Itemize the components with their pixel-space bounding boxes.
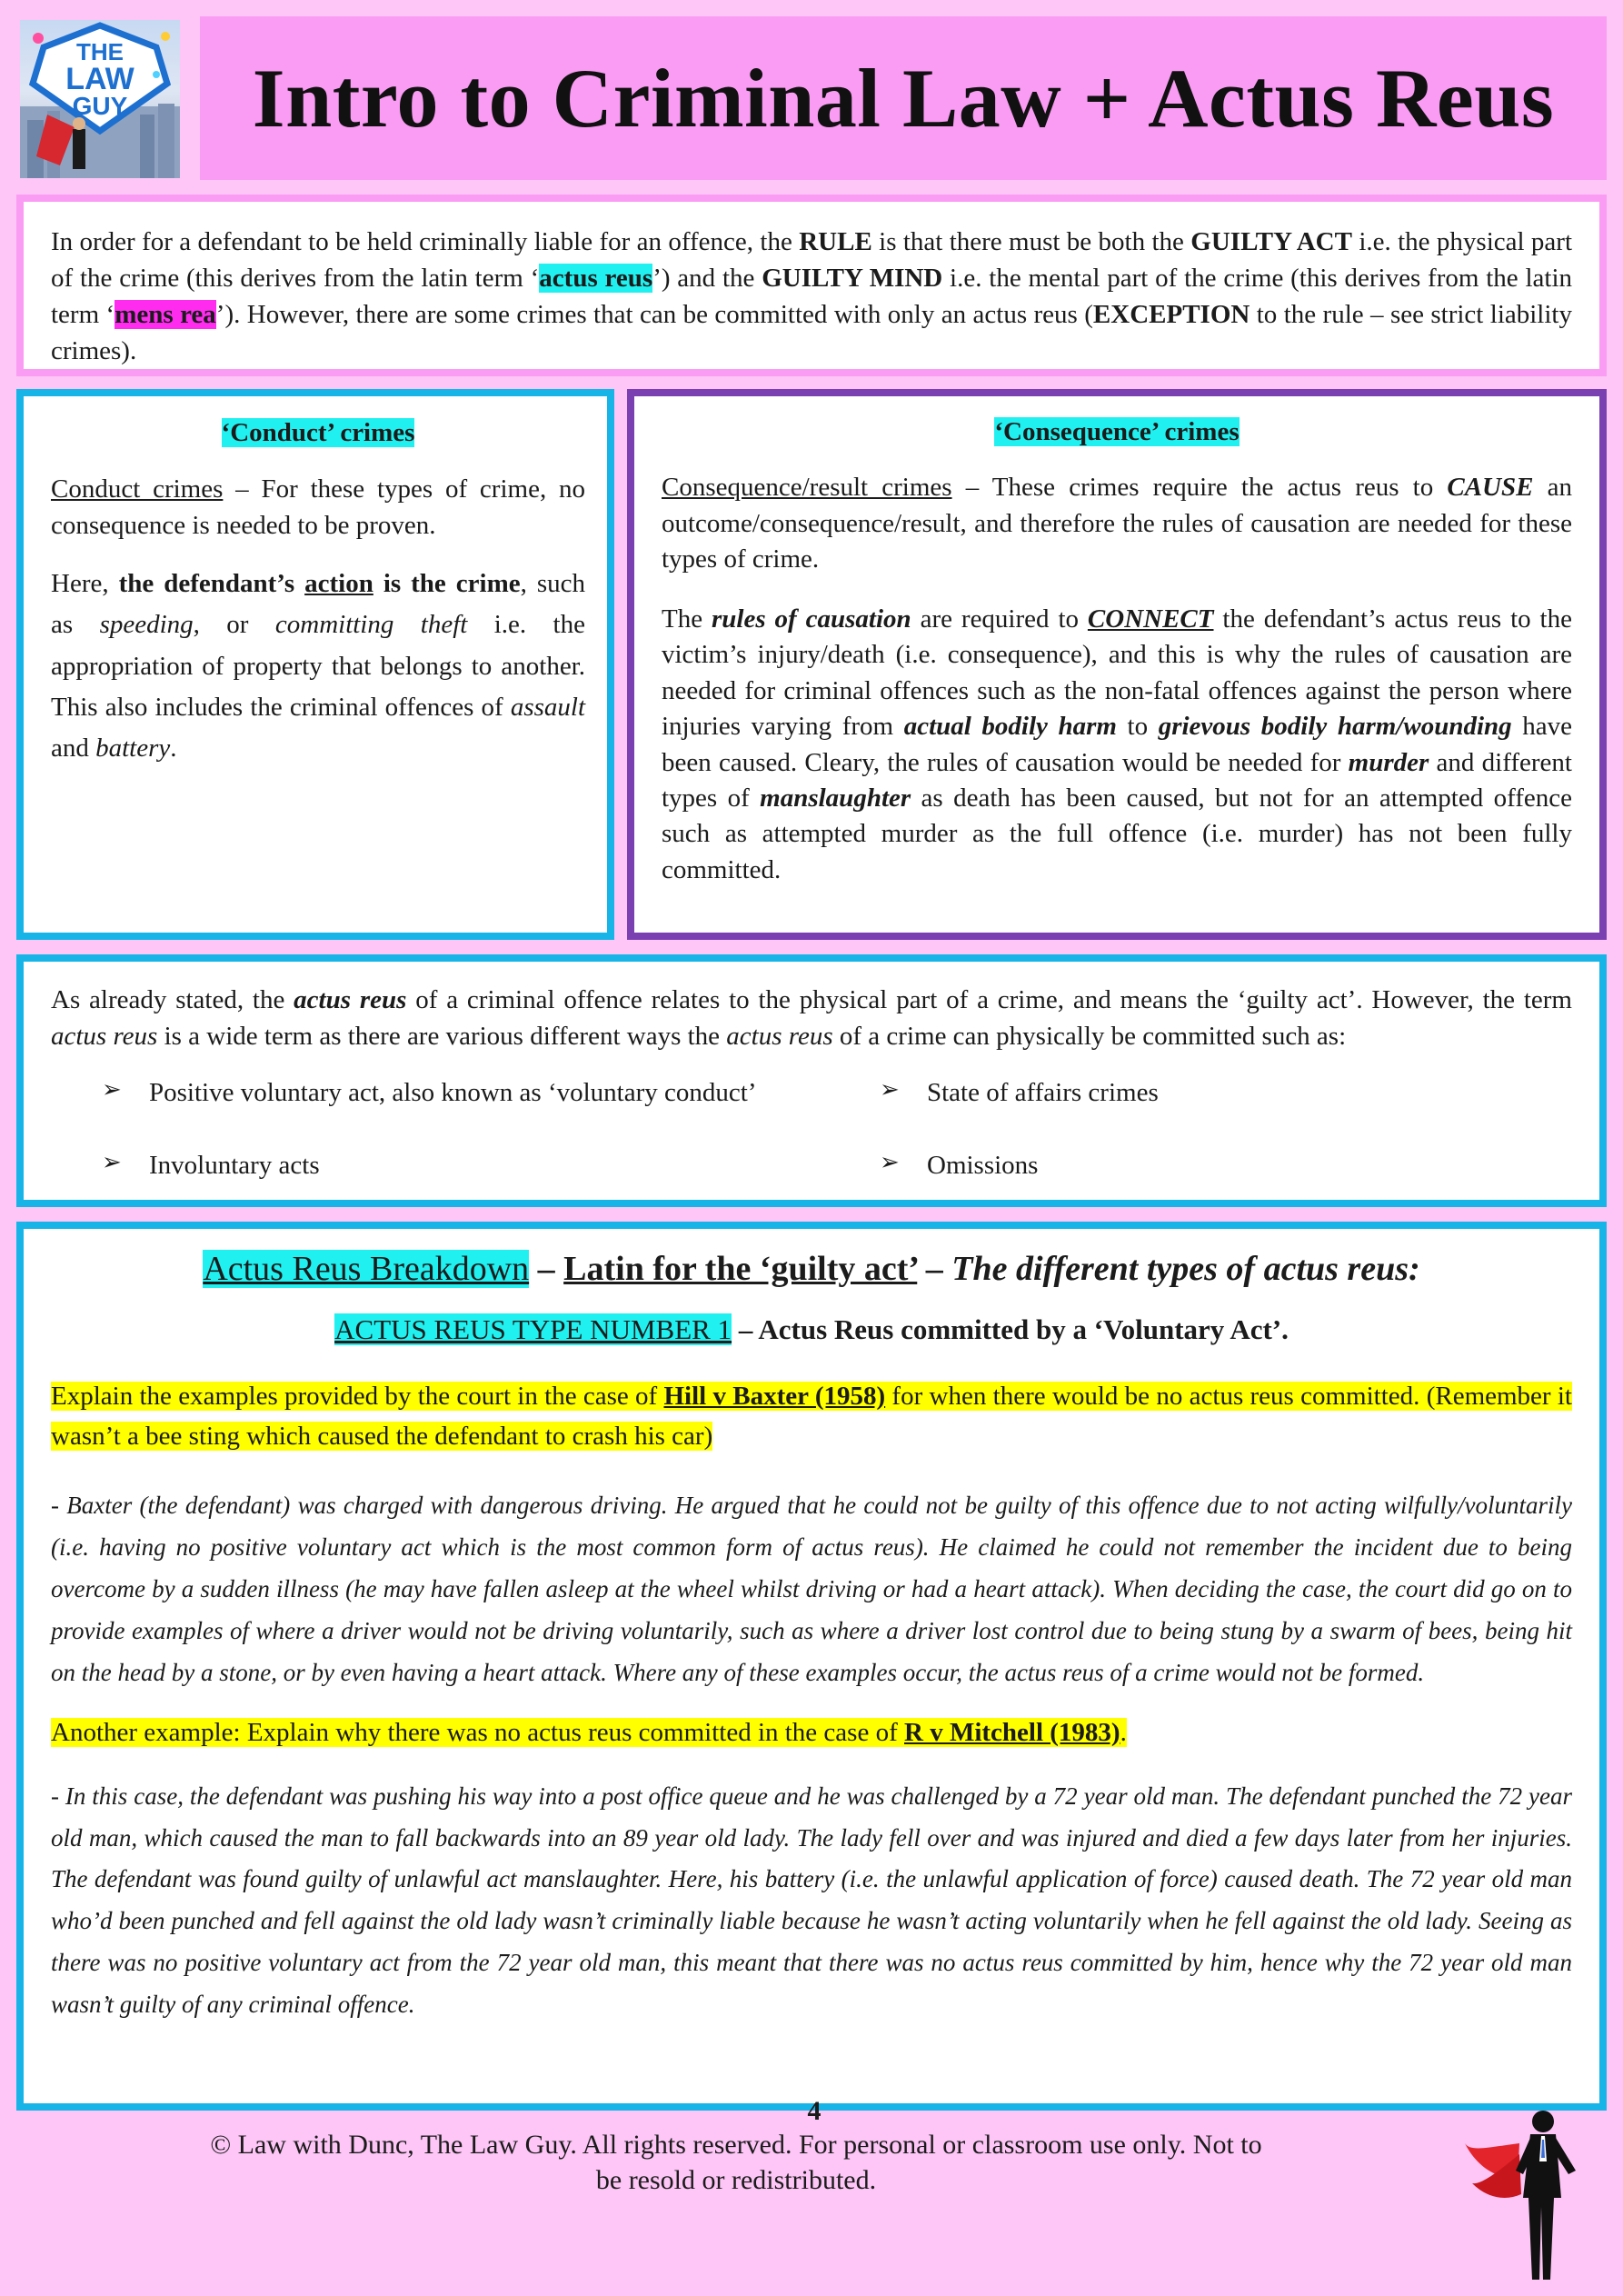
consequence-definition: Consequence/result crimes – These crimes require the actus reus to CAUSE an outcome/consequence/result, and therefore the rules of causation are needed for these types of crime. <box>662 473 1572 574</box>
actus-reus-breakdown-box <box>16 1222 1607 2111</box>
arrow-bullet-icon: ➢ <box>880 1149 900 1177</box>
type-number-heading: ACTUS REUS TYPE NUMBER 1 – Actus Reus committed by a ‘Voluntary Act’. <box>334 1313 1289 1346</box>
actus-reus-types-box <box>16 954 1607 1207</box>
conduct-heading: ‘Conduct’ crimes <box>221 418 415 447</box>
actus-reus-intro: As already stated, the actus reus of a criminal offence relates to the physical part of a crime, and means the ‘guilty act’. However, the term actus reus is a wide term as there are various different ways the actus reus of a crime can physically be committed such as: <box>51 985 1572 1052</box>
conduct-examples: Here, the defendant’s action is the crime, such as speeding, or committing theft i.e. the appropriation of property that belongs to another. This also includes the criminal offences of assault and battery. <box>51 569 585 763</box>
logo-text-the: THE <box>76 38 124 65</box>
guilty-act-term: GUILTY ACT <box>1190 227 1352 256</box>
conduct-term: Conduct crimes <box>51 474 224 504</box>
superhero-icon <box>1463 2107 1608 2289</box>
page-title: Intro to Criminal Law + Actus Reus <box>252 52 1555 145</box>
consequence-term: Consequence/result crimes <box>662 473 952 503</box>
consequence-heading: ‘Consequence’ crimes <box>994 417 1240 446</box>
answer-r-v-mitchell: - In this case, the defendant was pushing his way into a post office queue and he was challenged by a 72 year old man. The defendant punched the 72 year old man, which caused the man to fall backwards into an 89 year old lady. The lady fell over and was injured and died a few days later from her injuries. The defendant was found guilty of unlawful act manslaughter. Here, his battery (i.e. the unlawful application of force) caused death. The 72 year old man who’d been punched and fell against the old lady wasn’t criminally liable because he wasn’t acting voluntarily when he fell against the old lady. Seeing as there was no positive voluntary act from the 72 year old man, this meant that there was no actus reus committed by him, hence why the 72 year old man wasn’t guilty of any criminal offence. <box>51 1782 1572 2019</box>
arrow-bullet-icon: ➢ <box>102 1149 122 1177</box>
action-term: action <box>304 569 373 599</box>
question-hill-v-baxter: Explain the examples provided by the court in the case of Hill v Baxter (1958) for when there would be no actus reus committed. (Remember it wasn’t a bee sting which caused the defendant to crash his car) <box>51 1382 1572 1451</box>
actus-reus-bullet-list <box>51 1074 1572 1202</box>
answer-hill-v-baxter: - Baxter (the defendant) was charged with dangerous driving. He argued that he could not be guilty of this offence due to not acting wilfully/voluntarily (i.e. having no positive voluntary act which is the most common form of actus reus). He claimed he could not remember the incident due to being overcome by a sudden illness (he may have fallen asleep at the wheel whilst driving or had a heart attack). When deciding the case, the court did go on to provide examples of where a driver would not be driving voluntarily, such as where a driver lost control due to being stung by a swarm of bees, being hit on the head by a stone, or by even having a heart attack. Where any of these examples occur, the actus reus of a crime would not be formed. <box>51 1492 1572 1686</box>
consequence-crimes-box <box>627 389 1607 940</box>
logo-text-law: LAW <box>65 62 134 96</box>
arrow-bullet-icon: ➢ <box>102 1076 122 1104</box>
actus-reus-highlight: actus reus <box>539 264 653 294</box>
footer-copyright: © Law with Dunc, The Law Guy. All rights reserved. For personal or classroom use only. Not to be resold or redistributed. <box>210 2130 1262 2195</box>
page-number: 4 <box>807 2096 821 2126</box>
title-banner <box>200 16 1607 180</box>
logo-text-guy: GUY <box>72 92 128 120</box>
bullet-item: ➢ Positive voluntary act, also known as ‘voluntary conduct’ <box>102 1074 847 1111</box>
mens-rea-highlight: mens rea <box>115 300 216 330</box>
rule-term: RULE <box>799 227 872 256</box>
law-guy-logo <box>20 20 180 178</box>
exception-term: EXCEPTION <box>1092 300 1250 330</box>
bullet-item: ➢ Involuntary acts <box>102 1147 847 1183</box>
intro-box <box>16 195 1607 376</box>
guilty-mind-term: GUILTY MIND <box>762 264 943 294</box>
bullet-item: ➢ Omissions <box>880 1147 1516 1183</box>
conduct-definition: Conduct crimes – For these types of crime, no consequence is needed to be proven. <box>51 474 585 541</box>
superhero-logo-icon <box>20 20 180 178</box>
arrow-bullet-icon: ➢ <box>880 1076 900 1104</box>
conduct-crimes-box <box>16 389 614 940</box>
breakdown-heading: Actus Reus Breakdown – Latin for the ‘guilty act’ – The different types of actus reus: <box>203 1250 1420 1288</box>
question-r-v-mitchell: Another example: Explain why there was no actus reus committed in the case of R v Mitchell (1983). <box>51 1717 1127 1747</box>
causation-paragraph: The rules of causation are required to CONNECT the defendant’s actus reus to the victim’s injury/death (i.e. consequence), and this is why the rules of causation are needed for criminal offences such as the non-fatal offences against the person where injuries varying from actual bodily harm to grievous bodily harm/wounding have been caused. Cleary, the rules of causation would be needed for murder and different types of manslaughter as death has been caused, but not for an attempted offence such as attempted murder as the full offence (i.e. murder) has not been fully committed. <box>662 604 1572 884</box>
intro-paragraph: In order for a defendant to be held criminally liable for an offence, the RULE is that there must be both the GUILTY ACT i.e. the physical part of the crime (this derives from the latin term ‘actus reus’) and the GUILTY MIND i.e. the mental part of the crime (this derives from the latin term ‘mens rea’). However, there are some crimes that can be committed with only an actus reus (EXCEPTION to the rule – see strict liability crimes). <box>51 227 1573 366</box>
bullet-item: ➢ State of affairs crimes <box>880 1074 1516 1111</box>
